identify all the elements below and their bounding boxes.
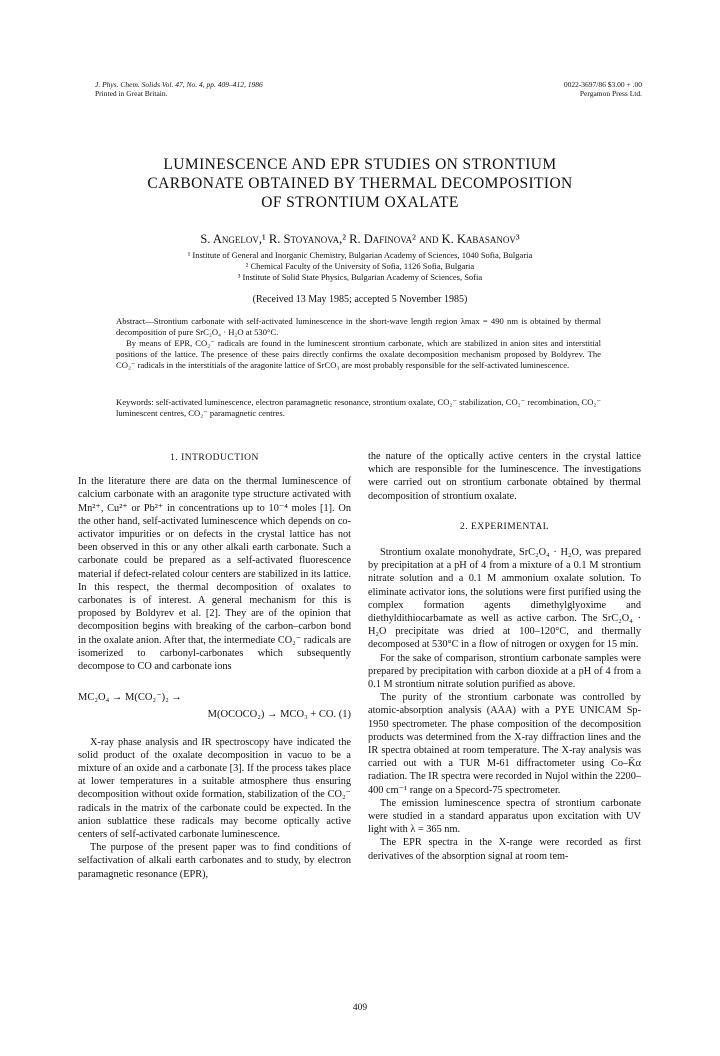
author-list: S. Angelov,¹ R. Stoyanova,² R. Dafinova² and K. Kabasanov³ bbox=[200, 232, 520, 246]
title-line-1: LUMINESCENCE AND EPR STUDIES ON STRONTIUM bbox=[163, 156, 557, 173]
experimental-paragraph-3: The purity of the strontium carbonate was controlled by atomic-absorption analysis (AAA) with a PYE UNICAM Sp-1950 spectrometer. The phase composition of the decomposition products was determined from the X-ray diffraction lines and the IR spectra obtained at room temperature. The X-ray analysis was carried out with a TUR M-61 diffractometer using Co–K̄α radiation. The IR spectra were recorded in Nujol within the 2200–400 cm⁻¹ range on a Specord-75 spectrometer. bbox=[368, 692, 641, 796]
publisher-name: Pergamon Press Ltd. bbox=[579, 89, 642, 98]
equation-line-2: M(OCOCO₂) → MCO₃ + CO. (1) bbox=[207, 709, 351, 721]
printed-note: Printed in Great Britain. bbox=[95, 89, 168, 98]
intro-continuation: the nature of the optically active centers in the crystal lattice which are responsible for the luminescence. The investigations were carried out on strontium carbonate obtained by thermal decomposition of strontium oxalate. bbox=[368, 451, 641, 502]
experimental-heading: 2. EXPERIMENTAL bbox=[459, 521, 550, 532]
experimental-paragraph-1: Strontium oxalate monohydrate, SrC₂O₄ · H₂O, was prepared by precipitation at a pH of 4 from a mixture of a 0.1 M strontium nitrate solution and a 0.1 M ammonium oxalate solution. To eliminate activator ions, the solutions were first purified using the complex formation agents dimethylglyoxime and diethyldithiocarbamate as well as active carbon. The SrC₂O₄ · H₂O precipitate was dried at 100–120°C, and thermally decomposed at 530°C in a flow of nitrogen or oxygen for 15 min. bbox=[368, 547, 641, 651]
abstract-paragraph-1: Abstract—Strontium carbonate with self-activated luminescence in the short-wave length region λmax = 490 nm is obtained by thermal decomposition of pure SrC₂O₄ · H₂O at 530°C. bbox=[116, 316, 601, 337]
page-number: 409 bbox=[352, 1003, 368, 1013]
experimental-paragraph-2: For the sake of comparison, strontium carbonate samples were prepared by precipitation with carbon dioxide at a pH of 4 from a 0.1 M strontium nitrate solution purified as above. bbox=[368, 652, 641, 691]
title-line-3: OF STRONTIUM OXALATE bbox=[261, 194, 459, 211]
issn-code: 0022-3697/86 $3.00 + .00 bbox=[563, 80, 642, 89]
paper-title bbox=[60, 155, 660, 212]
intro-paragraph-2: X-ray phase analysis and IR spectroscopy have indicated the solid product of the oxalate decomposition in vacuo to be a mixture of an oxide and a carbonate [3]. If the process takes place at lower temperatures in a suitable atmosphere thus ensuring decomposition without oxide formation, stabilization of the CO₂⁻ radicals in the matrix of the carbonate could be expected. In the anion sublattice these radicals may become optically active centers of self-activated carbonate luminescence. bbox=[78, 736, 351, 841]
right-column bbox=[368, 450, 641, 863]
journal-header-right bbox=[564, 80, 642, 98]
experimental-paragraph-4: The emission luminescence spectra of strontium carbonate were studied in a standard apparatus upon excitation with UV light with λ = 365 nm. bbox=[368, 797, 641, 836]
affiliation-2: ² Chemical Faculty of the University of Sofia, 1126 Sofia, Bulgaria bbox=[245, 261, 475, 271]
journal-citation: J. Phys. Chem. Solids Vol. 47, No. 4, pp. 409–412, 1986 bbox=[95, 80, 263, 89]
affiliation-3: ³ Institute of Solid State Physics, Bulgarian Academy of Sciences, Sofia bbox=[237, 272, 483, 282]
affiliation-1: ¹ Institute of General and Inorganic Chemistry, Bulgarian Academy of Sciences, 1040 Sofia, Bulgaria bbox=[187, 250, 533, 260]
title-line-2: CARBONATE OBTAINED BY THERMAL DECOMPOSITION bbox=[147, 175, 573, 192]
affiliations bbox=[60, 250, 660, 283]
keywords: Keywords: self-activated luminescence, electron paramagnetic resonance, strontium oxalate, CO₂⁻ stabilization, CO₂⁻ recombination, CO₂⁻ luminescent centres, CO₂⁻ paramagnetic centres. bbox=[116, 397, 601, 418]
journal-header-left bbox=[95, 80, 263, 98]
introduction-heading: 1. INTRODUCTION bbox=[170, 453, 259, 463]
equation-line-1: MC₂O₄ → M(CO₂⁻)₂ → bbox=[78, 692, 182, 704]
intro-paragraph-3: The purpose of the present paper was to find conditions of selfactivation of alkali earth carbonates and to study, by electron paramagnetic resonance (EPR), bbox=[78, 842, 351, 880]
experimental-paragraph-5: The EPR spectra in the X-range were recorded as first derivatives of the absorption signal at room tem- bbox=[368, 837, 641, 862]
intro-paragraph-1: In the literature there are data on the thermal luminescence of calcium carbonate with an aragonite type structure activated with Mn²⁺, Cu²⁺ or Pb²⁺ in concentrations up to 10⁻⁴ moles [1]. On the other hand, self-activated luminescence which depends on co-activator impurities or on defects in the crystal lattice has not been observed in this or any other alkali earth carbonate. Such a carbonate could be prepared as a self-activated fluorescence material if defect-related colour centers are stabilized in its lattice. In this respect, the thermal decomposition of oxalates to carbonates is of interest. A general mechanism for this is proposed by Boldyrev et al. [2]. They are of the opinion that decomposition begins with breaking of the carbon–carbon bond in the oxalate anion. After that, the intermediate CO₂⁻ radicals are isomerized to carbonyl-carbonates which subsequently decompose to CO and carbonate ions bbox=[78, 476, 351, 673]
abstract-paragraph-2: By means of EPR, CO₂⁻ radicals are found in the luminescent strontium carbonate, which are stabilized in anion sites and interstitial positions of the lattice. The presence of these pairs directly confirms the oxalate decomposition mechanism proposed by Boldyrev. The CO₂⁻ radicals in the interstitials of the aragonite lattice of SrCO₃ are most probably responsible for the self-activated luminescence. bbox=[116, 338, 601, 370]
received-dates: (Received 13 May 1985; accepted 5 November 1985) bbox=[252, 294, 468, 305]
abstract bbox=[116, 316, 601, 371]
left-column bbox=[78, 452, 351, 881]
